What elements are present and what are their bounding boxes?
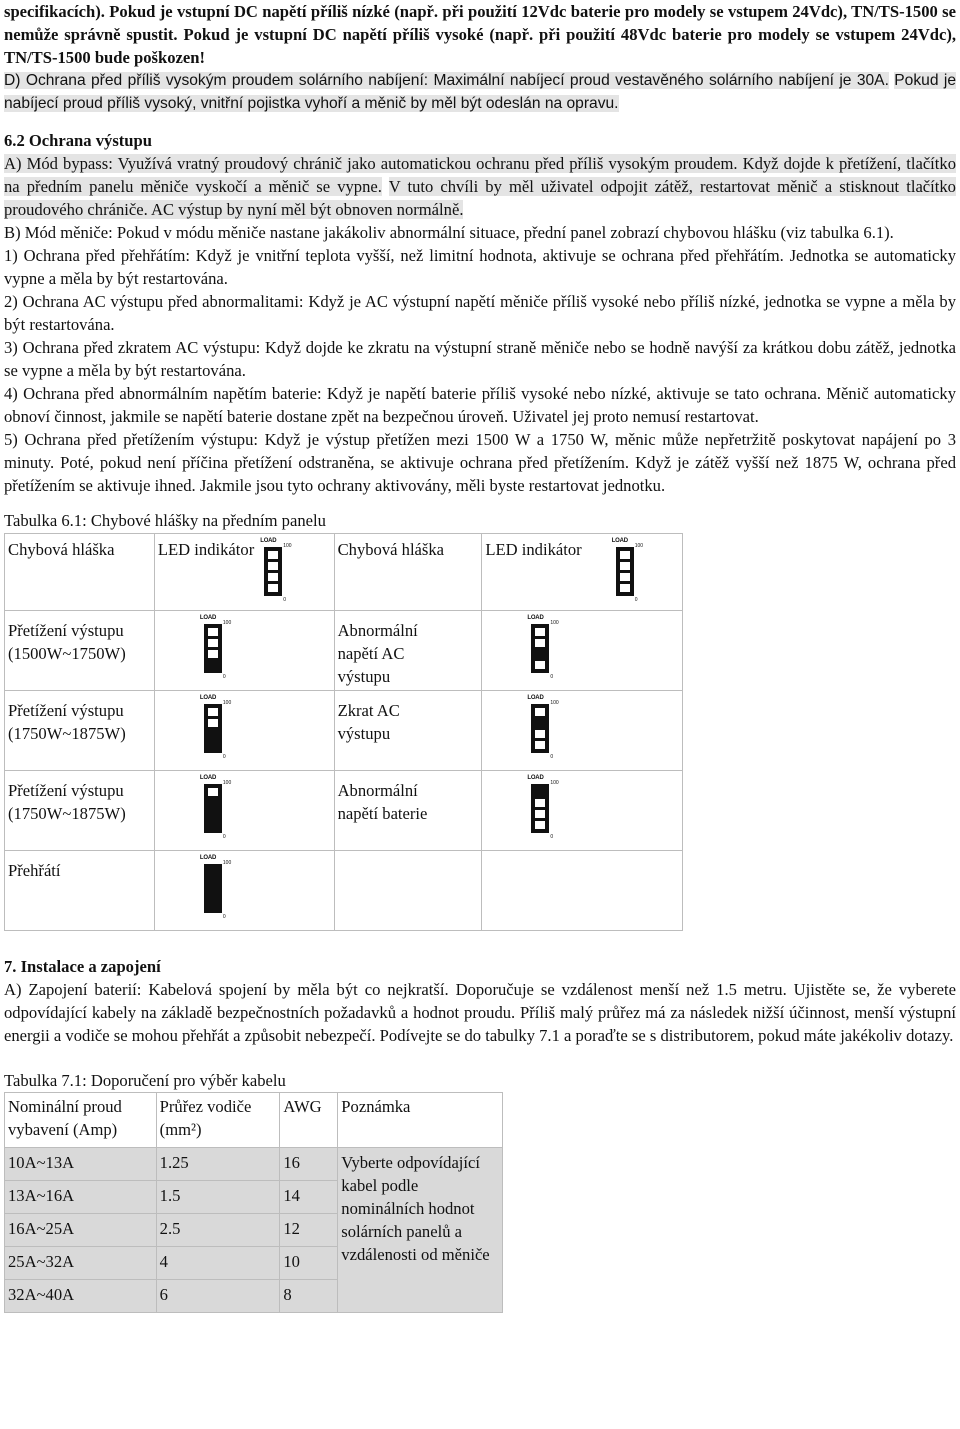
led-bar-stack [616,547,634,596]
cable-selection-table [4,1092,503,1313]
table-cell [334,611,482,691]
table-cell: 4 [156,1247,280,1280]
led-segment-on [207,820,219,830]
bypass-mode-paragraph [4,152,956,221]
led-segment-off [207,649,219,659]
table-cell: 14 [280,1181,338,1214]
error-message-text: Zkrat AC [337,701,400,720]
error-message-text: Přetížení výstupu [8,781,124,800]
table-header-row [5,534,683,611]
led-max-label: 100 [550,780,559,786]
table-7-1-caption: Tabulka 7.1: Doporučení pro výběr kabelu [4,1071,286,1090]
fuse-text: Pokud je nabíjecí proud příliš vysoký, vnitřní pojistka vyhoří a měnič by měl být odeslán na opravu. [4,72,957,112]
led-max-label: 100 [222,620,232,626]
table-row [5,611,683,691]
header-cell: LED indikátor LOAD 100 0 [154,534,334,611]
led-segment-off [534,660,546,670]
table-cell: 10 [280,1247,338,1280]
table-cell: 12 [280,1214,338,1247]
table-cell [482,771,683,851]
error-message-text: (1750W~1875W) [8,724,126,743]
table-cell [334,851,482,931]
error-message-text: Abnormální [337,781,418,800]
led-label: LOAD [199,695,217,701]
table-cell: 10A~13A [5,1148,157,1181]
header-cell: Chybová hláška [5,534,155,611]
led-indicator-icon [200,855,230,919]
led-segment-off [534,627,546,637]
led-bar-stack [204,864,222,913]
error-message-text: (1750W~1875W) [8,804,126,823]
led-segment-off [207,787,219,797]
led-segment-on [534,649,546,659]
led-segment-off [619,572,631,582]
table-cell [334,691,482,771]
led-max-label: 100 [222,700,232,706]
led-bar-stack [531,784,549,833]
led-segment-off [534,820,546,830]
intro-paragraph: specifikacích). Pokud je vstupní DC napětí příliš nízké (např. při použití 12Vdc baterie pro modely se vstupem 24Vdc), TN/TS-1500 se nemůže správně spustit. Pokud je vstupní DC napětí příliš vysoké (např. při použití 48Vdc baterie pro modely se vstupem 24Vdc), TN/TS-1500 bude poškozen! [4,2,956,67]
led-segment-off [267,550,279,560]
led-max-label: 100 [283,543,292,549]
led-segment-off [207,627,219,637]
led-label: LOAD [199,855,217,861]
led-segment-off [619,561,631,571]
led-min-label: 0 [550,754,554,760]
table-cell [334,771,482,851]
led-indicator-icon [260,538,290,602]
error-message-text: (1500W~1750W) [8,644,126,663]
led-indicator-icon [612,538,642,602]
led-segment-on [207,900,219,910]
led-indicator-icon [200,615,230,679]
led-min-label: 0 [550,674,554,680]
led-segment-off [534,707,546,717]
led-segment-off [207,707,219,717]
led-bar-stack [204,784,222,833]
led-segment-off [534,729,546,739]
led-segment-off [534,638,546,648]
table-cell: 16 [280,1148,338,1181]
led-segment-on [207,660,219,670]
led-label: LOAD [527,615,544,621]
header-cell: Chybová hláška [334,534,482,611]
led-bar-stack [264,547,282,596]
ac-output-abnormal-paragraph: 2) Ochrana AC výstupu před abnormalitami: Když je AC výstupní napětí měniče příliš vysoké nebo příliš nízké, jednotka se vypne a měla by být restartována. [4,292,956,334]
table-cell: 2.5 [156,1214,280,1247]
led-segment-off [619,550,631,560]
table-row [5,851,683,931]
led-segment-off [534,809,546,819]
led-segment-off [207,718,219,728]
led-segment-off [267,572,279,582]
led-segment-on [207,740,219,750]
error-message-text: Přetížení výstupu [8,621,124,640]
overheat-paragraph: 1) Ochrana před přehřátím: Když je vnitřní teplota vyšší, než limitní hodnota, aktivuje se ochrana před přehřátím. Jednotka se automaticky vypne a měla by být restartována. [4,246,956,288]
led-indicator-icon [200,775,230,839]
header-cell: Nominální proud vybavení (Amp) [5,1093,157,1148]
table-cell: 1.25 [156,1148,280,1181]
led-label: LOAD [260,538,277,544]
table-cell [5,691,155,771]
led-min-label: 0 [283,597,287,603]
header-cell: Průřez vodiče (mm²) [156,1093,280,1148]
led-segment-on [207,729,219,739]
table-cell: 8 [280,1280,338,1313]
led-segment-off [207,638,219,648]
error-message-text: Přehřátí [8,861,61,880]
led-segment-on [207,867,219,877]
table-cell [154,771,334,851]
header-cell: Poznámka [338,1093,503,1148]
led-bar-stack [531,624,549,673]
led-segment-on [207,798,219,808]
table-cell [482,611,683,691]
led-min-label: 0 [550,834,554,840]
led-segment-off [619,583,631,593]
table-cell: 25A~32A [5,1247,157,1280]
table-cell: 16A~25A [5,1214,157,1247]
solar-overcurrent-text: D) Ochrana před příliš vysokým proudem solárního nabíjení: Maximální nabíjecí proud vestavěného solárního nabíjení je 30A. [4,72,889,89]
header-cell: LED indikátor LOAD 100 0 [482,534,683,611]
table-row [5,1148,503,1181]
table-header-row [5,1093,503,1148]
led-max-label: 100 [222,860,232,866]
table-cell: 13A~16A [5,1181,157,1214]
led-min-label: 0 [222,754,226,760]
led-label: LOAD [527,695,544,701]
table-row [5,771,683,851]
led-max-label: 100 [634,543,644,549]
table-cell [5,611,155,691]
led-segment-off [534,740,546,750]
led-bar-stack [204,624,222,673]
overload-paragraph: 5) Ochrana před přetížením výstupu: Když je výstup přetížen mezi 1500 W a 1750 W, měnic může nepřetržitě poskytovat napájení po 3 minuty. Poté, pokud není příčina přetížení odstraněna, se aktivuje ochrana před přetížením. Když je zátěž vyšší než 1875 W, ochrana před přetížením se aktivuje ihned. Jakmile jsou tyto ochrany aktivovány, měli byste restartovat jednotku. [4,430,956,495]
led-segment-on [534,787,546,797]
error-message-text: napětí AC [337,644,405,663]
table-cell [154,851,334,931]
led-indicator-icon [527,695,557,759]
table-cell [5,771,155,851]
short-circuit-paragraph: 3) Ochrana před zkratem AC výstupu: Když dojde ke zkratu na výstupní straně měniče nebo se hodně navýší za krátkou dobu zátěž, jednotka se vypne a měla by být restartována. [4,338,956,380]
led-segment-on [207,809,219,819]
section-6-2-heading: 6.2 Ochrana výstupu [4,131,152,150]
led-segment-off [267,561,279,571]
led-max-label: 100 [222,780,232,786]
section-7-heading: 7. Instalace a zapojení [4,957,161,976]
led-indicator-icon [527,775,557,839]
bypass-mode-text: A) Mód bypass: Využívá vratný proudový chránič jako automatickou ochranu před příliš vysokým proudem. Když dojde k přetížení, tlačítko na předním panelu měniče vyskočí a měnič se vypne. [4,154,956,196]
table-cell: 6 [156,1280,280,1313]
led-segment-on [534,718,546,728]
bypass-mode-text-2: V tuto chvíli by měl uživatel odpojit zátěž, restartovat měnič a stisknout tlačítko proudového chrániče. AC výstup by nyní měl být obnoven normálně. [4,177,956,219]
led-label: LOAD [527,775,544,781]
error-message-text: výstupu [337,724,391,743]
led-min-label: 0 [222,914,226,920]
table-cell [154,691,334,771]
led-segment-off [267,583,279,593]
note-cell: Vyberte odpovídající kabel podle nominálních hodnot solárních panelů a vzdálenosti od měniče [338,1148,503,1313]
error-message-text: výstupu [337,667,391,686]
led-indicator-icon [200,695,230,759]
led-min-label: 0 [222,834,226,840]
error-message-text: napětí baterie [337,804,428,823]
led-max-label: 100 [550,700,559,706]
table-cell: 1.5 [156,1181,280,1214]
led-segment-on [207,889,219,899]
led-bar-stack [531,704,549,753]
table-cell [5,851,155,931]
led-indicator-icon [527,615,557,679]
led-label: LOAD [611,538,628,544]
table-cell [154,611,334,691]
table-cell [482,691,683,771]
error-message-text: Přetížení výstupu [8,701,124,720]
led-bar-stack [204,704,222,753]
error-message-table [4,533,683,931]
led-min-label: 0 [222,674,226,680]
led-segment-on [207,878,219,888]
inverter-mode-paragraph: B) Mód měniče: Pokud v módu měniče nastane jakákoliv abnormální situace, přední panel zobrazí chybovou hlášku (viz tabulka 6.1). [4,223,894,242]
led-label: LOAD [199,615,217,621]
battery-voltage-paragraph: 4) Ochrana před abnormálním napětím baterie: Když je napětí baterie příliš vysoké nebo nízké, aktivuje se tato ochrana. Měnič automaticky obnoví činnost, jakmile se napětí baterie dostane zpět na bezpečnou úroveň. Uživatel jej proto nemusí restartovat. [4,384,956,426]
header-cell: AWG [280,1093,338,1148]
table-cell: 32A~40A [5,1280,157,1313]
led-max-label: 100 [550,620,559,626]
error-message-text: Abnormální [337,621,418,640]
solar-overcurrent-paragraph [4,69,956,115]
led-segment-off [534,798,546,808]
led-min-label: 0 [634,597,638,603]
table-cell [482,851,683,931]
battery-connection-paragraph: A) Zapojení baterií: Kabelová spojení by měla být co nejkratší. Doporučuje se vzdálenost menší než 1.5 metru. Ujistěte se, že vyberete odpovídající kabely na základě bezpečnostních požadavků a hodnot proudu. Příliš malý průřez má za následek nižší účinnost, menší výstupní energii a vodiče se mohou přehřát a způsobit nebezpečí. Podívejte se do tabulky 7.1 a poraďte se s distributorem, pokud máte jakékoliv dotazy. [4,980,956,1045]
led-label: LOAD [199,775,217,781]
table-6-1-caption: Tabulka 6.1: Chybové hlášky na předním panelu [4,511,326,530]
table-row [5,691,683,771]
